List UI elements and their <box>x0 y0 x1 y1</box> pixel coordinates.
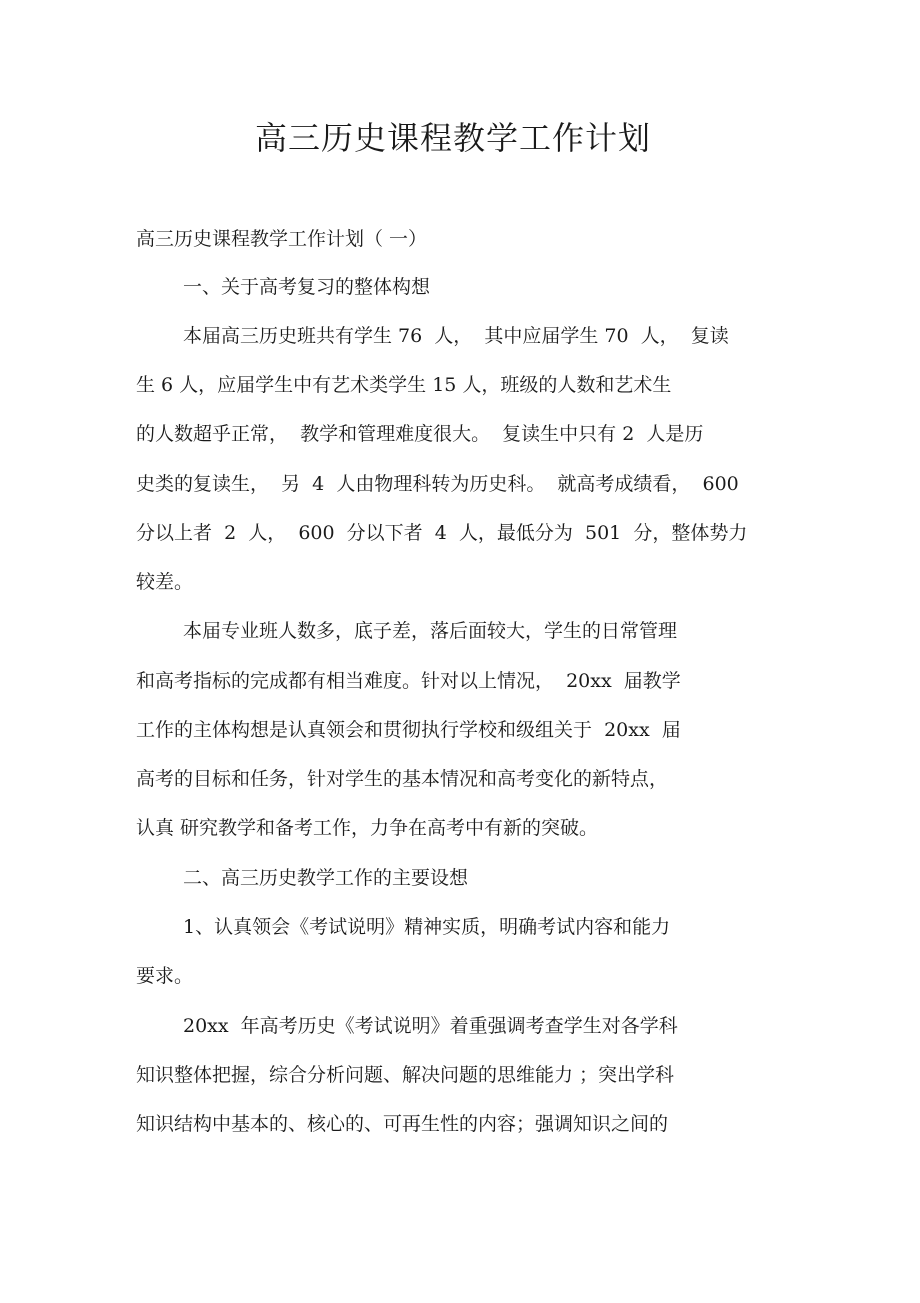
paragraph-line: 本届专业班人数多，底子差，落后面较大，学生的日常管理 <box>183 620 678 642</box>
paragraph-line: 20xx 年高考历史《考试说明》着重强调考查学生对各学科 <box>183 1015 678 1037</box>
paragraph-line: 认真 研究教学和备考工作，力争在高考中有新的突破。 <box>136 817 599 839</box>
paragraph-line: 史类的复读生， 另 4 人由物理科转为历史科。 就高考成绩看， 600 <box>136 473 739 495</box>
paragraph-line: 的人数超乎正常， 教学和管理难度很大。 复读生中只有 2 人是历 <box>136 423 704 445</box>
paragraph-line: 知识整体把握，综合分析问题、解决问题的思维能力 ；突出学科 <box>136 1064 675 1086</box>
subheading-main-ideas: 二、高三历史教学工作的主要设想 <box>183 867 469 889</box>
paragraph-line: 分以上者 2 人， 600 分以下者 4 人，最低分为 501 分，整体势力 <box>136 522 748 544</box>
paragraph-line: 本届高三历史班共有学生 76 人， 其中应届学生 70 人， 复读 <box>183 325 729 347</box>
section-heading-plan-one: 高三历史课程教学工作计划（ 一） <box>136 228 428 250</box>
paragraph-line: 知识结构中基本的、核心的、可再生性的内容；强调知识之间的 <box>136 1113 669 1135</box>
subheading-overall-idea: 一、关于高考复习的整体构想 <box>183 276 431 298</box>
paragraph-line: 工作的主体构想是认真领会和贯彻执行学校和级组关于 20xx 届 <box>136 719 681 741</box>
paragraph-line: 和高考指标的完成都有相当难度。针对以上情况， 20xx 届教学 <box>136 670 681 692</box>
paragraph-line: 较差。 <box>136 571 194 593</box>
paragraph-line: 1、认真领会《考试说明》精神实质，明确考试内容和能力 <box>183 916 671 938</box>
paragraph-line: 生 6 人，应届学生中有艺术类学生 15 人，班级的人数和艺术生 <box>136 374 672 396</box>
paragraph-line: 高考的目标和任务，针对学生的基本情况和高考变化的新特点， <box>136 768 669 790</box>
document-title: 高三历史课程教学工作计划 <box>254 119 651 157</box>
paragraph-line: 要求。 <box>136 965 194 987</box>
